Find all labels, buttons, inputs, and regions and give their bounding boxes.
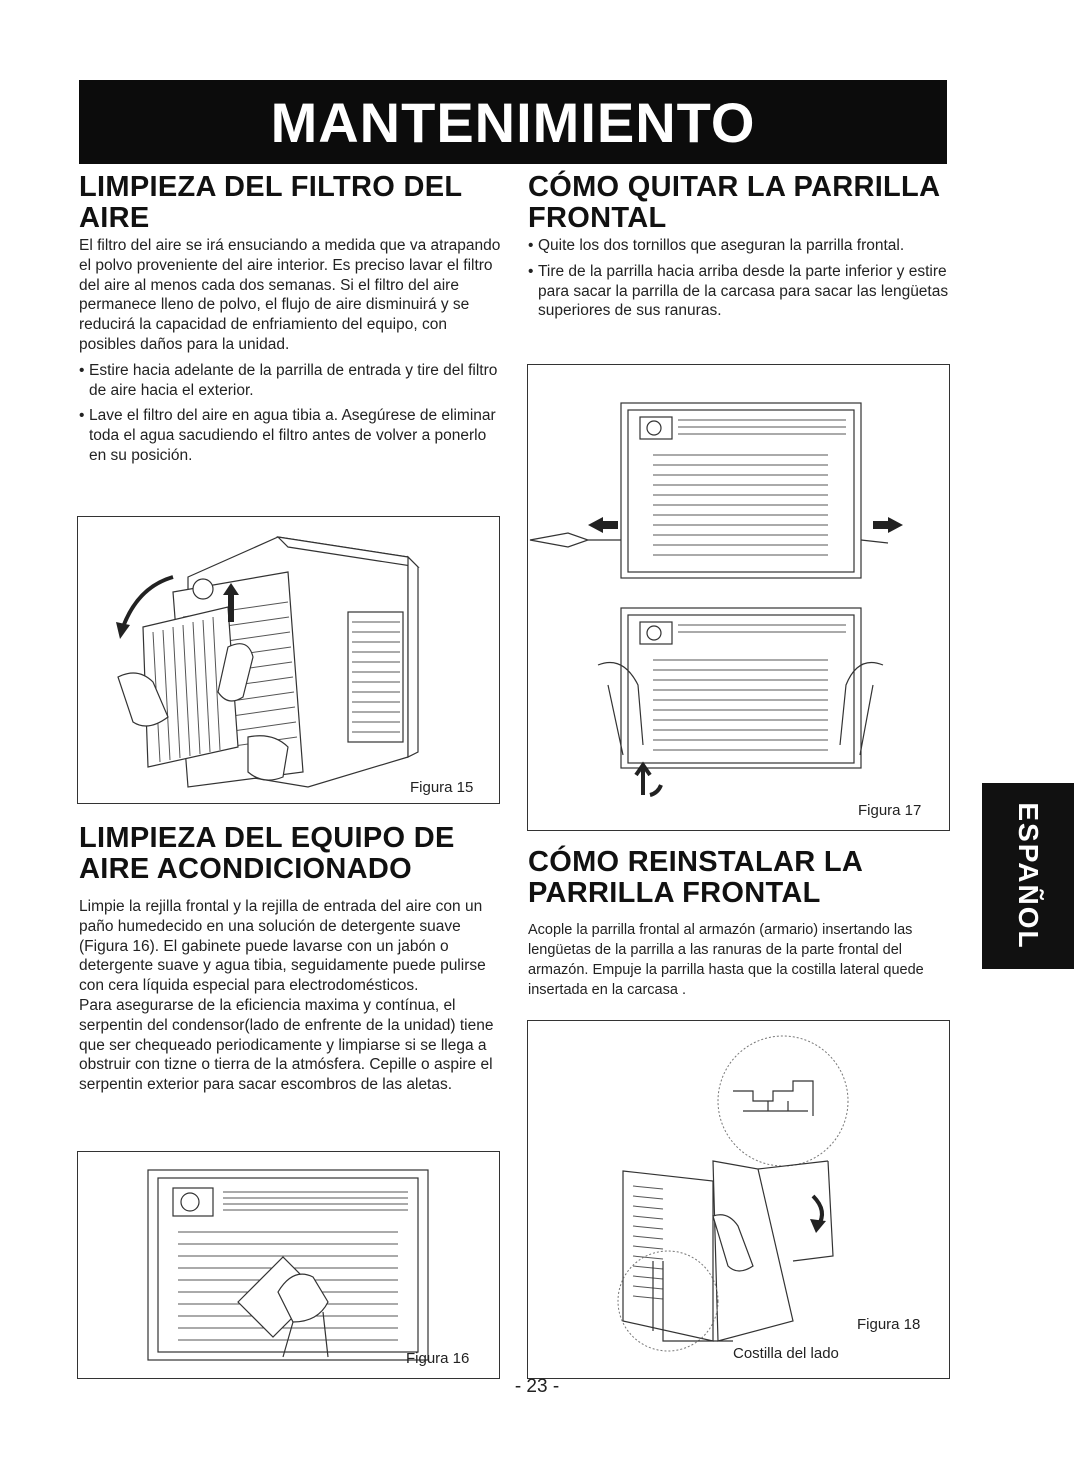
list-item: • Lave el filtro del aire en agua tibia a. Asegúrese de eliminar toda el agua sacudiendo el filtro antes de volver a ponerlo en su posición. — [79, 406, 503, 465]
section-body-cleaning — [79, 897, 503, 1095]
figure-15-caption: Figura 15 — [410, 779, 474, 796]
cleaning-paragraph-2: Para asegurarse de la eficiencia maxima y contínua, el serpentin del condensor(lado de enfrente de la unidad) tiene que ser chequeado periodicamente y limpiarse si se llega a obstruir con tizne o tierra de la atmósfera. Cepille o aspire el serpentin exterior para sacar escombros de las aletas. — [79, 996, 494, 1094]
list-item: • Quite los dos tornillos que aseguran la parrilla frontal. — [528, 236, 952, 256]
filter-removal-illustration — [78, 517, 499, 803]
language-tab — [982, 783, 1074, 969]
remove-grille-steps-list — [528, 236, 952, 321]
remove-grille-illustration — [528, 365, 949, 830]
filter-steps-list — [79, 361, 503, 466]
figure-17 — [527, 364, 950, 831]
section-body-filter — [79, 236, 503, 466]
cleaning-grille-illustration — [78, 1152, 499, 1378]
section-body-reinstall-grille — [528, 920, 952, 1000]
page-title-banner — [79, 80, 947, 164]
section-heading-cleaning: LIMPIEZA DEL EQUIPO DE AIRE ACONDICIONADO — [79, 822, 455, 885]
figure-18-side-rib-label: Costilla del lado — [733, 1345, 839, 1362]
figure-16-caption: Figura 16 — [406, 1350, 470, 1367]
section-heading-reinstall-grille: CÓMO REINSTALAR LA PARRILLA FRONTAL — [528, 846, 863, 909]
figure-18-caption: Figura 18 — [857, 1316, 921, 1333]
cleaning-paragraph-1: Limpie la rejilla frontal y la rejilla de entrada del aire con un paño humedecido en una solución de detergente suave (Figura 16). El gabinete puede lavarse con un jabón o detergente suave y agua tibia, seguidamente puede pulirse con cera líquida especial para electrodomésticos. — [79, 898, 486, 995]
list-item: • Tire de la parrilla hacia arriba desde la parte inferior y estire para sacar la parrilla de la carcasa para sacar las lengüetas superiores de sus ranuras. — [528, 262, 952, 321]
figure-16 — [77, 1151, 500, 1379]
section-heading-filter: LIMPIEZA DEL FILTRO DEL AIRE — [79, 171, 462, 234]
page-number: - 23 - — [514, 1376, 560, 1397]
reinstall-paragraph: Acople la parrilla frontal al armazón (armario) insertando las lengüetas de la parrilla a las ranuras de la parte frontal del armazón. Empuje la parrilla hasta que la costilla lateral quede insertada en la carcasa . — [528, 922, 924, 998]
page-title: MANTENIMIENTO — [270, 90, 756, 154]
section-body-remove-grille — [528, 236, 952, 321]
language-tab-label: ESPAÑOL — [1013, 802, 1044, 950]
section-heading-remove-grille: CÓMO QUITAR LA PARRILLA FRONTAL — [528, 171, 940, 234]
figure-17-caption: Figura 17 — [858, 802, 922, 819]
list-item: • Estire hacia adelante de la parrilla de entrada y tire del filtro de aire hacia el exterior. — [79, 361, 503, 401]
filter-paragraph: El filtro del aire se irá ensuciando a medida que va atrapando el polvo proveniente del aire interior. Es preciso lavar el filtro del aire al menos cada dos semanas. Si el filtro del aire permanece lleno de polvo, el flujo de aire disminuirá y se reducirá la capacidad de enfriamiento del equipo, con posibles daños para la unidad. — [79, 237, 501, 353]
figure-15 — [77, 516, 500, 804]
